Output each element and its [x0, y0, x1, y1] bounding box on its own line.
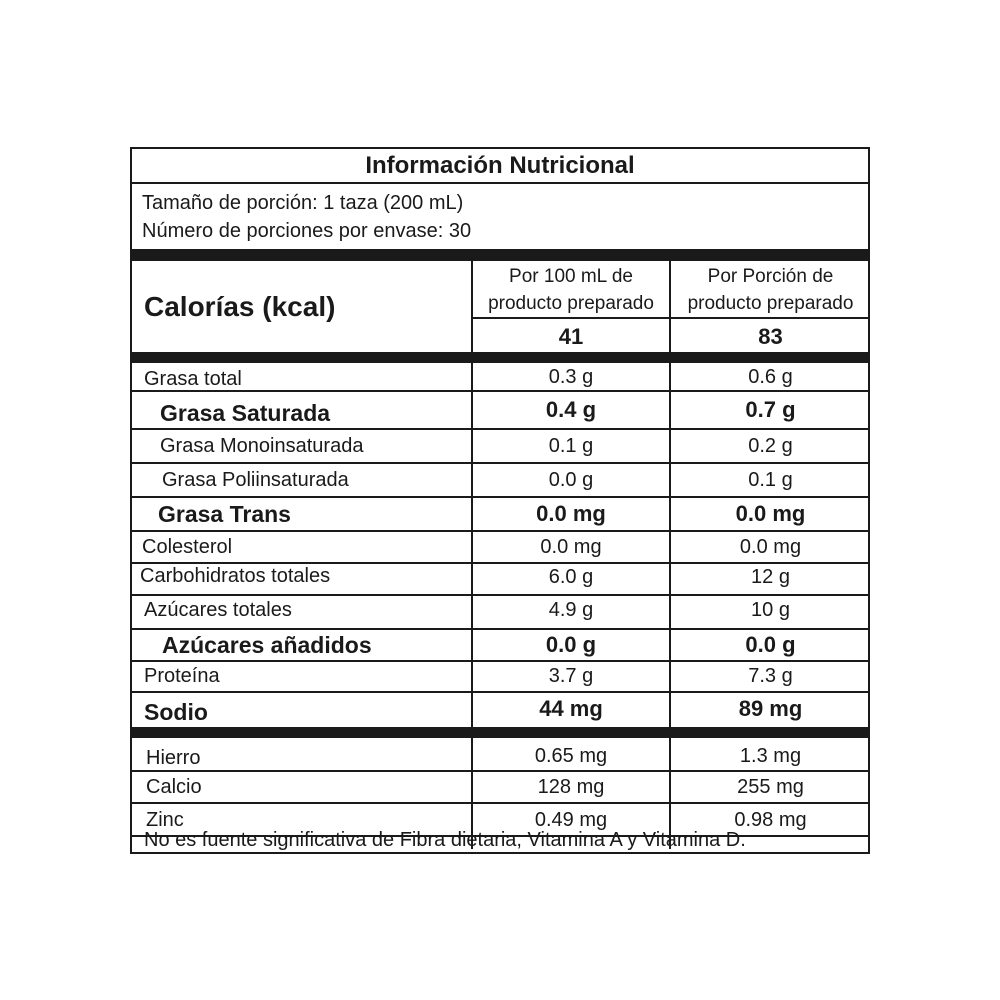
- nutrient-row: Carbohidratos totales 6.0 g 12 g: [140, 565, 790, 588]
- col1-header-line2: producto preparado: [488, 293, 654, 314]
- nutrient-row: Sodio 44 mg 89 mg: [144, 696, 803, 725]
- nutrient-row: Azúcares añadidos 0.0 g 0.0 g: [162, 632, 796, 658]
- col1-header-line1: Por 100 mL de: [509, 266, 633, 287]
- col2-header-line1: Por Porción de: [707, 266, 834, 287]
- nutrient-row: Grasa Poliinsaturada 0.0 g 0.1 g: [162, 469, 793, 491]
- servings-per-container: Número de porciones por envase: 30: [142, 220, 472, 242]
- nutrient-row: Azúcares totales 4.9 g 10 g: [144, 599, 790, 621]
- thick-divider: [132, 727, 868, 738]
- col2-header: [671, 263, 870, 317]
- thick-divider: [132, 352, 868, 363]
- calories-per-serving: 83: [758, 324, 783, 349]
- nutrition-facts-label: [130, 147, 870, 854]
- calories-per-100ml: 41: [558, 324, 584, 349]
- mineral-row: Zinc 0.49 mg 0.98 mg: [146, 809, 807, 831]
- calories-label: Calorías (kcal): [144, 291, 336, 322]
- nutrient-row: Grasa total 0.3 g 0.6 g: [144, 366, 793, 390]
- serving-size: Tamaño de porción: 1 taza (200 mL): [142, 192, 464, 214]
- label-title: Información Nutricional: [365, 152, 635, 179]
- mineral-row: Calcio 128 mg 255 mg: [146, 776, 804, 798]
- nutrient-row: Grasa Trans 0.0 mg 0.0 mg: [158, 501, 806, 527]
- mineral-row: Hierro 0.65 mg 1.3 mg: [146, 745, 802, 769]
- col1-header: [473, 263, 669, 317]
- header-divider: [471, 317, 868, 319]
- col2-header-line2: producto preparado: [687, 293, 854, 314]
- nutrient-row: Grasa Monoinsaturada 0.1 g 0.2 g: [160, 435, 793, 457]
- nutrient-row: Grasa Saturada 0.4 g 0.7 g: [160, 397, 796, 426]
- nutrient-row: Proteína 3.7 g 7.3 g: [144, 665, 793, 687]
- thick-divider: [132, 249, 868, 261]
- footnote: No es fuente significativa de Fibra dietaria, Vitamina A y Vitamina D.: [144, 829, 746, 851]
- nutrient-row: Colesterol 0.0 mg 0.0 mg: [142, 536, 802, 558]
- divider: [132, 182, 868, 184]
